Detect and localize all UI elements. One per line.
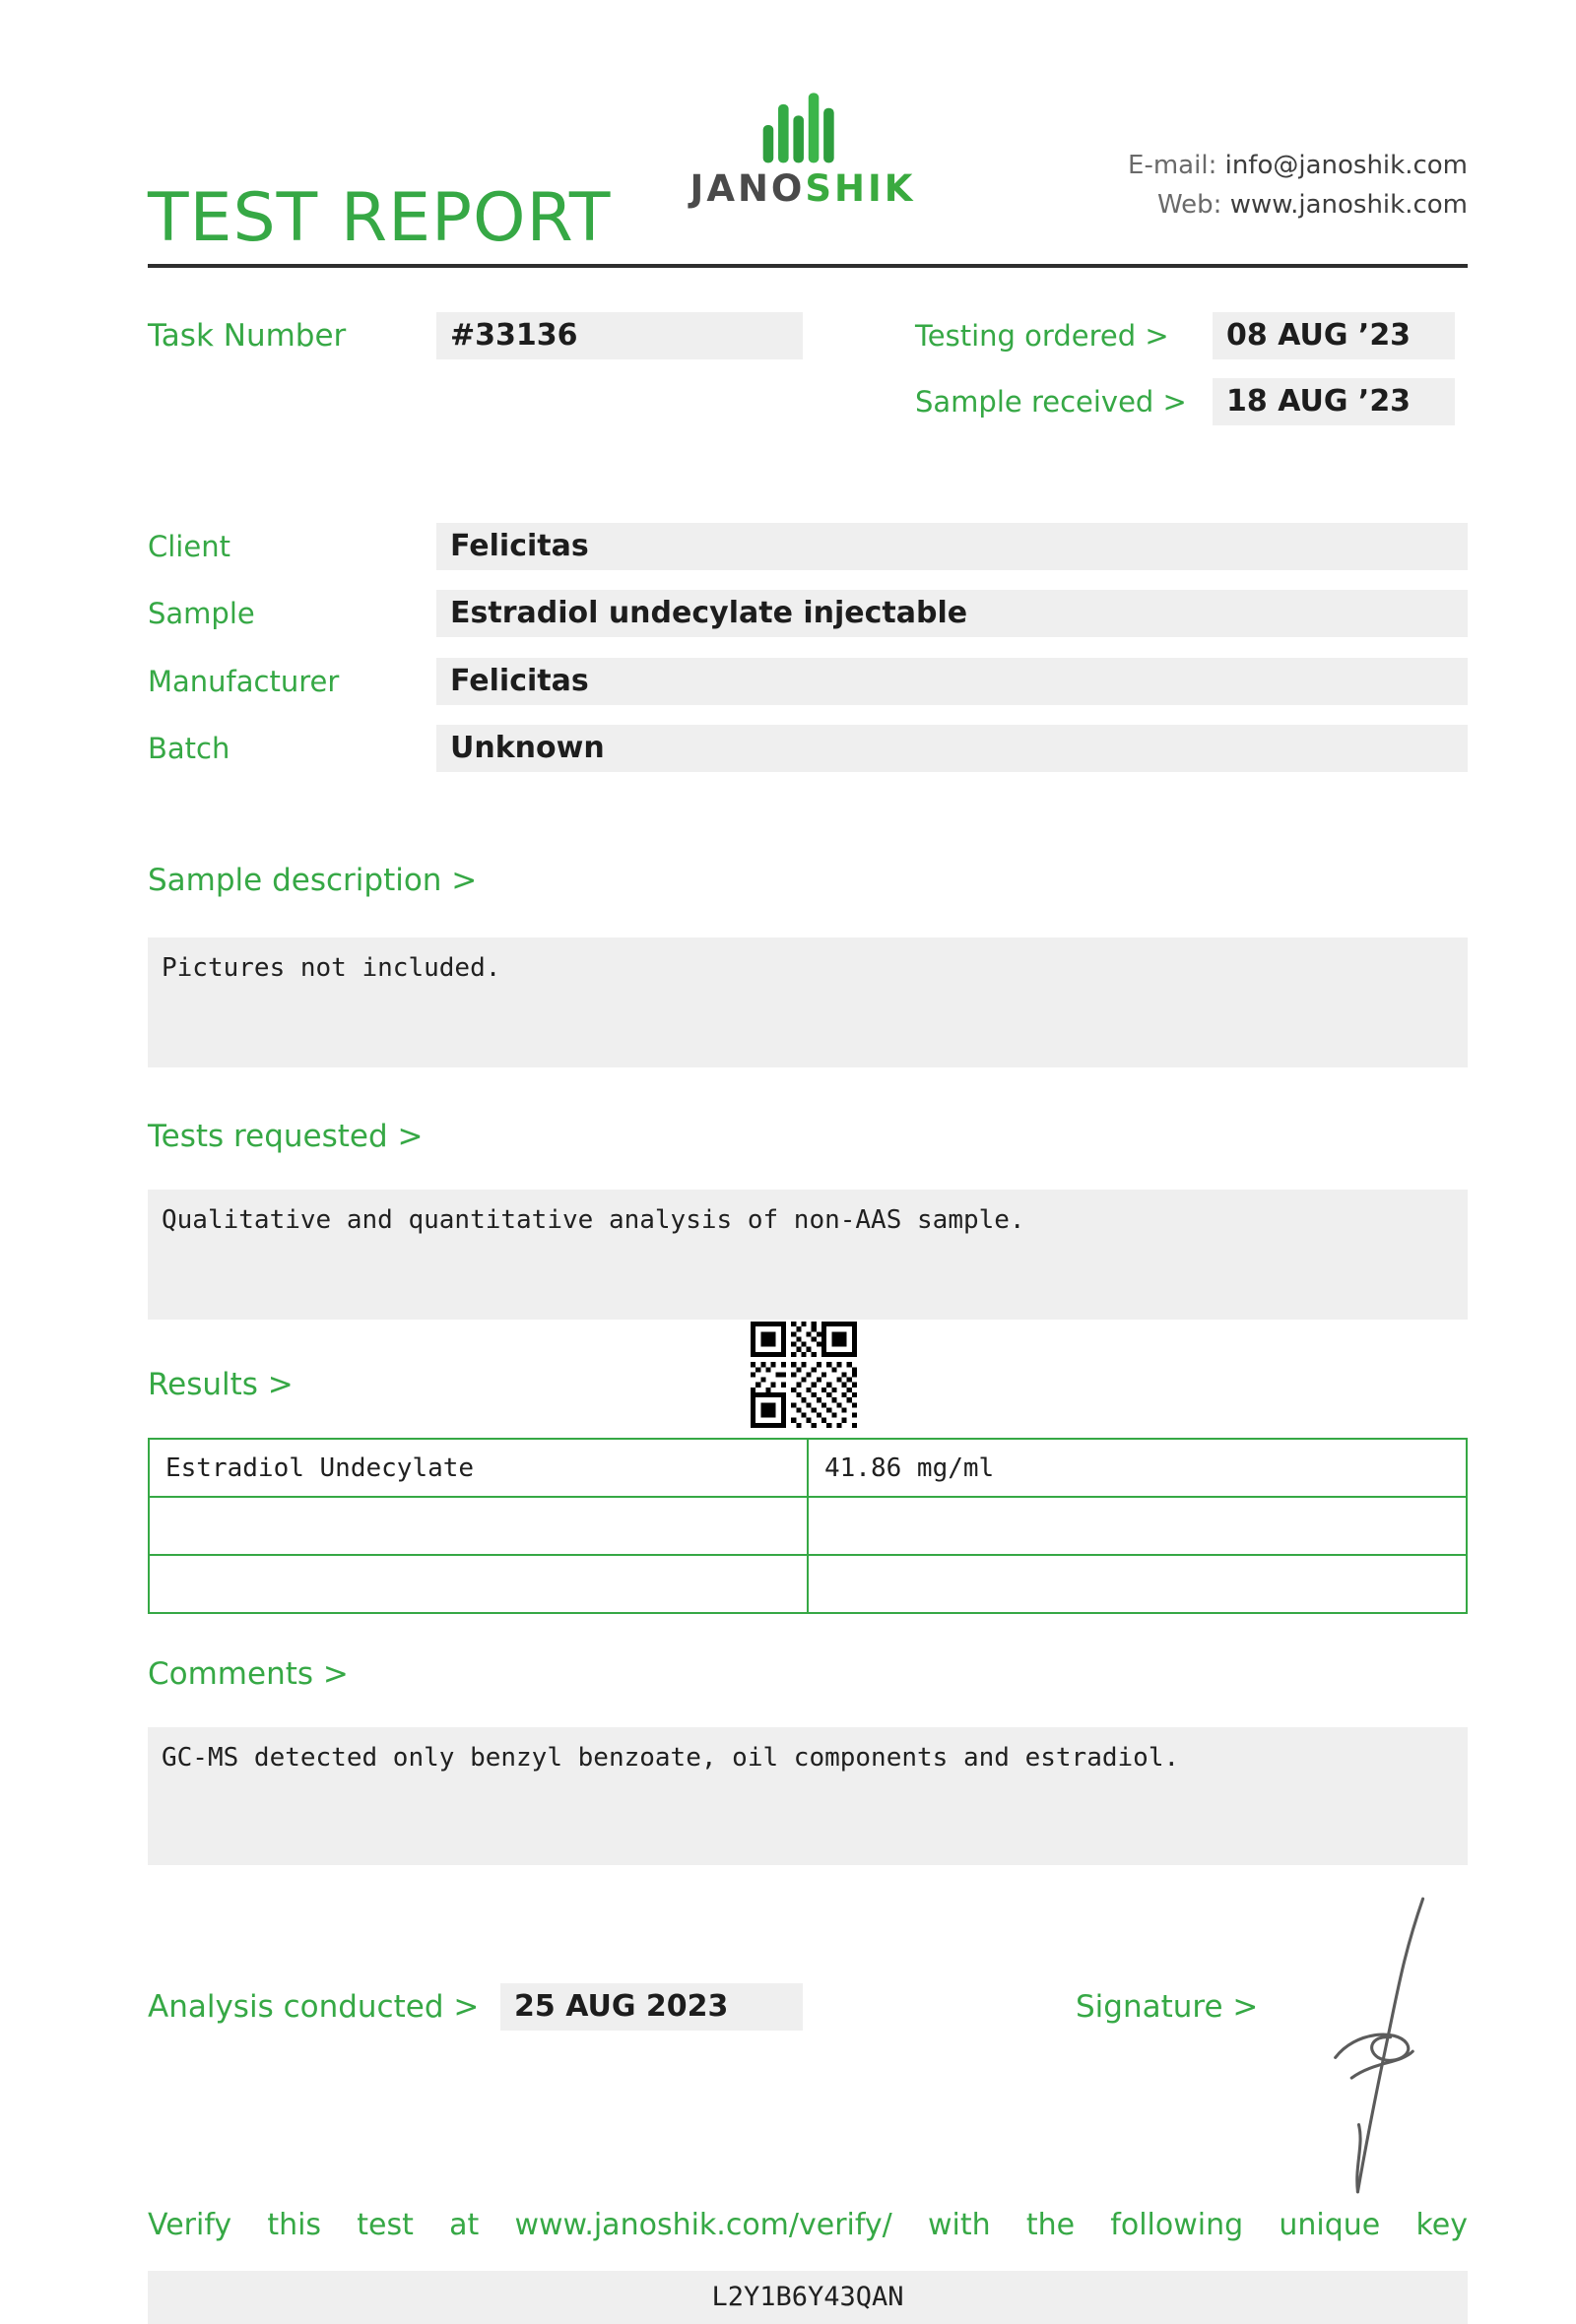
brand-name-secondary: SHIK <box>805 167 916 210</box>
comments-text: GC-MS detected only benzyl benzoate, oil components and estradiol. <box>162 1743 1180 1773</box>
analysis-date-value: 25 AUG 2023 <box>500 1983 803 2031</box>
contact-email-line <box>1128 146 1468 185</box>
sample-received-value: 18 AUG ’23 <box>1213 378 1455 425</box>
sample-description-box <box>148 937 1468 1067</box>
signature-label: Signature > <box>1076 1989 1259 2025</box>
brand-name-primary: JANO <box>690 167 806 210</box>
qr-code <box>751 1322 857 1428</box>
verify-key-bar <box>148 2271 1468 2324</box>
contact-web-line <box>1128 185 1468 225</box>
brand-logo <box>680 87 926 210</box>
table-row <box>149 1555 1467 1613</box>
web-value: www.janoshik.com <box>1229 190 1468 220</box>
bar-chart-logo-icon <box>755 87 850 163</box>
tests-requested-box <box>148 1190 1468 1320</box>
testing-ordered-label: Testing ordered > <box>915 319 1169 353</box>
email-value: info@janoshik.com <box>1224 151 1468 180</box>
comments-box <box>148 1727 1468 1865</box>
result-analyte: Estradiol Undecylate <box>149 1439 808 1497</box>
result-value <box>808 1555 1467 1613</box>
signature-scribble <box>1296 1893 1454 2198</box>
web-label: Web: <box>1156 190 1222 220</box>
page-title: TEST REPORT <box>148 178 612 257</box>
sample-description-text: Pictures not included. <box>162 953 501 983</box>
comments-heading: Comments > <box>148 1656 349 1692</box>
client-value: Felicitas <box>436 523 1468 570</box>
result-analyte <box>149 1555 808 1613</box>
verify-instruction: Verify this test at www.janoshik.com/verify/ with the following unique key <box>148 2208 1468 2242</box>
brand-name <box>680 167 926 210</box>
verify-key: L2Y1B6Y43QAN <box>711 2282 904 2312</box>
result-value <box>808 1497 1467 1555</box>
manufacturer-label: Manufacturer <box>148 665 340 698</box>
header-divider <box>148 264 1468 268</box>
contact-block <box>1128 146 1468 225</box>
table-row <box>149 1439 1467 1497</box>
table-row <box>149 1497 1467 1555</box>
client-label: Client <box>148 530 230 563</box>
task-number-value: #33136 <box>436 312 803 359</box>
sample-received-label: Sample received > <box>915 385 1187 419</box>
manufacturer-value: Felicitas <box>436 658 1468 705</box>
email-label: E-mail: <box>1128 151 1217 180</box>
result-analyte <box>149 1497 808 1555</box>
results-heading: Results > <box>148 1367 294 1402</box>
results-table <box>148 1438 1468 1614</box>
task-number-label: Task Number <box>148 318 347 354</box>
tests-requested-text: Qualitative and quantitative analysis of non-AAS sample. <box>162 1205 1025 1235</box>
sample-value: Estradiol undecylate injectable <box>436 590 1468 637</box>
tests-requested-heading: Tests requested > <box>148 1119 424 1154</box>
sample-description-heading: Sample description > <box>148 863 478 898</box>
sample-label: Sample <box>148 597 255 630</box>
result-value: 41.86 mg/ml <box>808 1439 1467 1497</box>
analysis-conducted-label: Analysis conducted > <box>148 1989 480 2025</box>
batch-value: Unknown <box>436 725 1468 772</box>
testing-ordered-value: 08 AUG ’23 <box>1213 312 1455 359</box>
batch-label: Batch <box>148 732 230 765</box>
